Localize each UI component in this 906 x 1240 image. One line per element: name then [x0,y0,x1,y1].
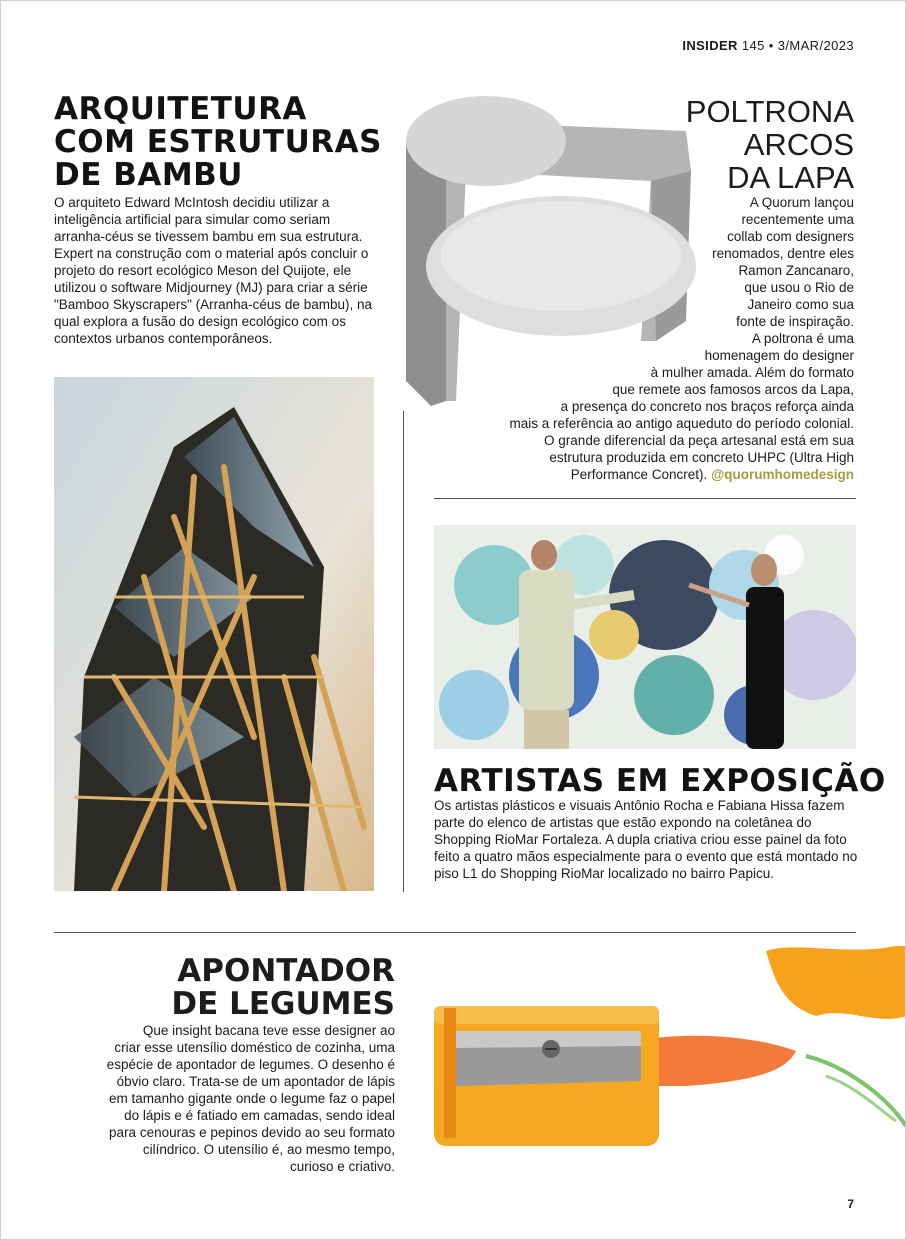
poltrona-body-line: a presença do concreto nos braços reforça ainda [560,399,854,414]
poltrona-body-line: O grande diferencial da peça artesanal está em sua [544,433,854,448]
poltrona-last-text: Performance Concret). [570,467,708,482]
apontador-title [95,955,395,1021]
poltrona-title [624,95,854,194]
poltrona-body-line: fonte de inspiração. [736,314,854,329]
apontador-body [107,1022,395,1175]
instagram-handle-link[interactable]: @quorumhomedesign [711,467,854,482]
apontador-body-line: óbvio claro. Trata-se de um apontador de lápis [116,1074,395,1089]
poltrona-title-line: DA LAPA [727,160,854,195]
artistas-body: Os artistas plásticos e visuais Antônio Rocha e Fabiana Hissa fazem parte do elenco de artistas que estão expondo na coletânea do Shopping RioMar Fortaleza. A dupla criativa criou esse painel da foto feito a quatro mãos especialmente para o evento que está montado no piso L1 do Shopping RioMar localizado no bairro Papicu. [434,798,858,881]
poltrona-body-line: que remete aos famosos arcos da Lapa, [612,382,854,397]
artistas-title: ARTISTAS EM EXPOSIÇÃO [434,763,886,799]
masthead: INSIDER 145 • 3/MAR/2023 [682,38,854,53]
bambu-title: ARQUITETURA COM ESTRUTURAS DE BAMBU [54,91,382,193]
masthead-issue: 145 [741,38,765,53]
section-divider-full [54,932,856,933]
poltrona-body-line: Ramon Zancanaro, [738,263,854,278]
masthead-date: 3/MAR/2023 [777,38,854,53]
apontador-body-line: curioso e criativo. [289,1159,395,1174]
poltrona-body-line: recentemente uma [741,212,854,227]
apontador-title-line: APONTADOR [177,953,395,989]
apontador-body-line: do lápis e é fatiado em camadas, sendo ideal [124,1108,395,1123]
poltrona-body-line: estrutura produzida em concreto UHPC (Ultra High [549,450,854,465]
poltrona-body-line: A poltrona é uma [751,331,854,346]
poltrona-body-line: que usou o Rio de [744,280,854,295]
bamboo-skyscraper-image [54,377,374,891]
poltrona-body-line: mais a referência ao antigo aqueduto do período colonial. [509,416,854,431]
page-number: 7 [847,1197,854,1211]
artists-painting-photo [434,525,856,749]
apontador-body-line: espécie de apontador de legumes. O desenho é [106,1057,395,1072]
poltrona-title-line: POLTRONA [685,94,854,129]
poltrona-body-line: A Quorum lançou [749,195,854,210]
poltrona-body [510,194,855,483]
poltrona-body-line: à mulher amada. Além do formato [650,365,854,380]
poltrona-body-line: Janeiro como sua [747,297,854,312]
apontador-body-line: para cenouras e pepinos devido ao seu formato [109,1125,395,1140]
bambu-body: O arquiteto Edward McIntosh decidiu utilizar a inteligência artificial para simular como seriam arranha-céus se tivessem bambu em sua estrutura. Expert na construção com o material após concluir o projeto do resort ecológico Meson del Quijote, ele utilizou o software Midjourney (MJ) para criar a série "Bamboo Skyscrapers" (Arranha-céus de bambu), na qual explora a fusão do design ecológico com os contextos urbanos contemporâneos. [54,195,372,346]
apontador-body-line: criar esse utensílio doméstico de cozinha, uma [114,1040,395,1055]
poltrona-title-line: ARCOS [743,127,854,162]
vegetable-sharpener-image [426,946,906,1161]
masthead-brand: INSIDER [682,38,738,53]
section-divider [434,498,856,499]
apontador-title-line: DE LEGUMES [171,986,395,1022]
poltrona-body-line: collab com designers [727,229,854,244]
poltrona-body-last-line [510,466,855,483]
apontador-body-line: cilíndrico. O utensílio é, ao mesmo tempo, [142,1142,395,1157]
apontador-body-line: em tamanho gigante onde o legume faz o papel [109,1091,395,1106]
apontador-body-line: Que insight bacana teve esse designer ao [142,1023,395,1038]
poltrona-body-line: homenagem do designer [704,348,854,363]
poltrona-body-line: renomados, dentre eles [712,246,854,261]
